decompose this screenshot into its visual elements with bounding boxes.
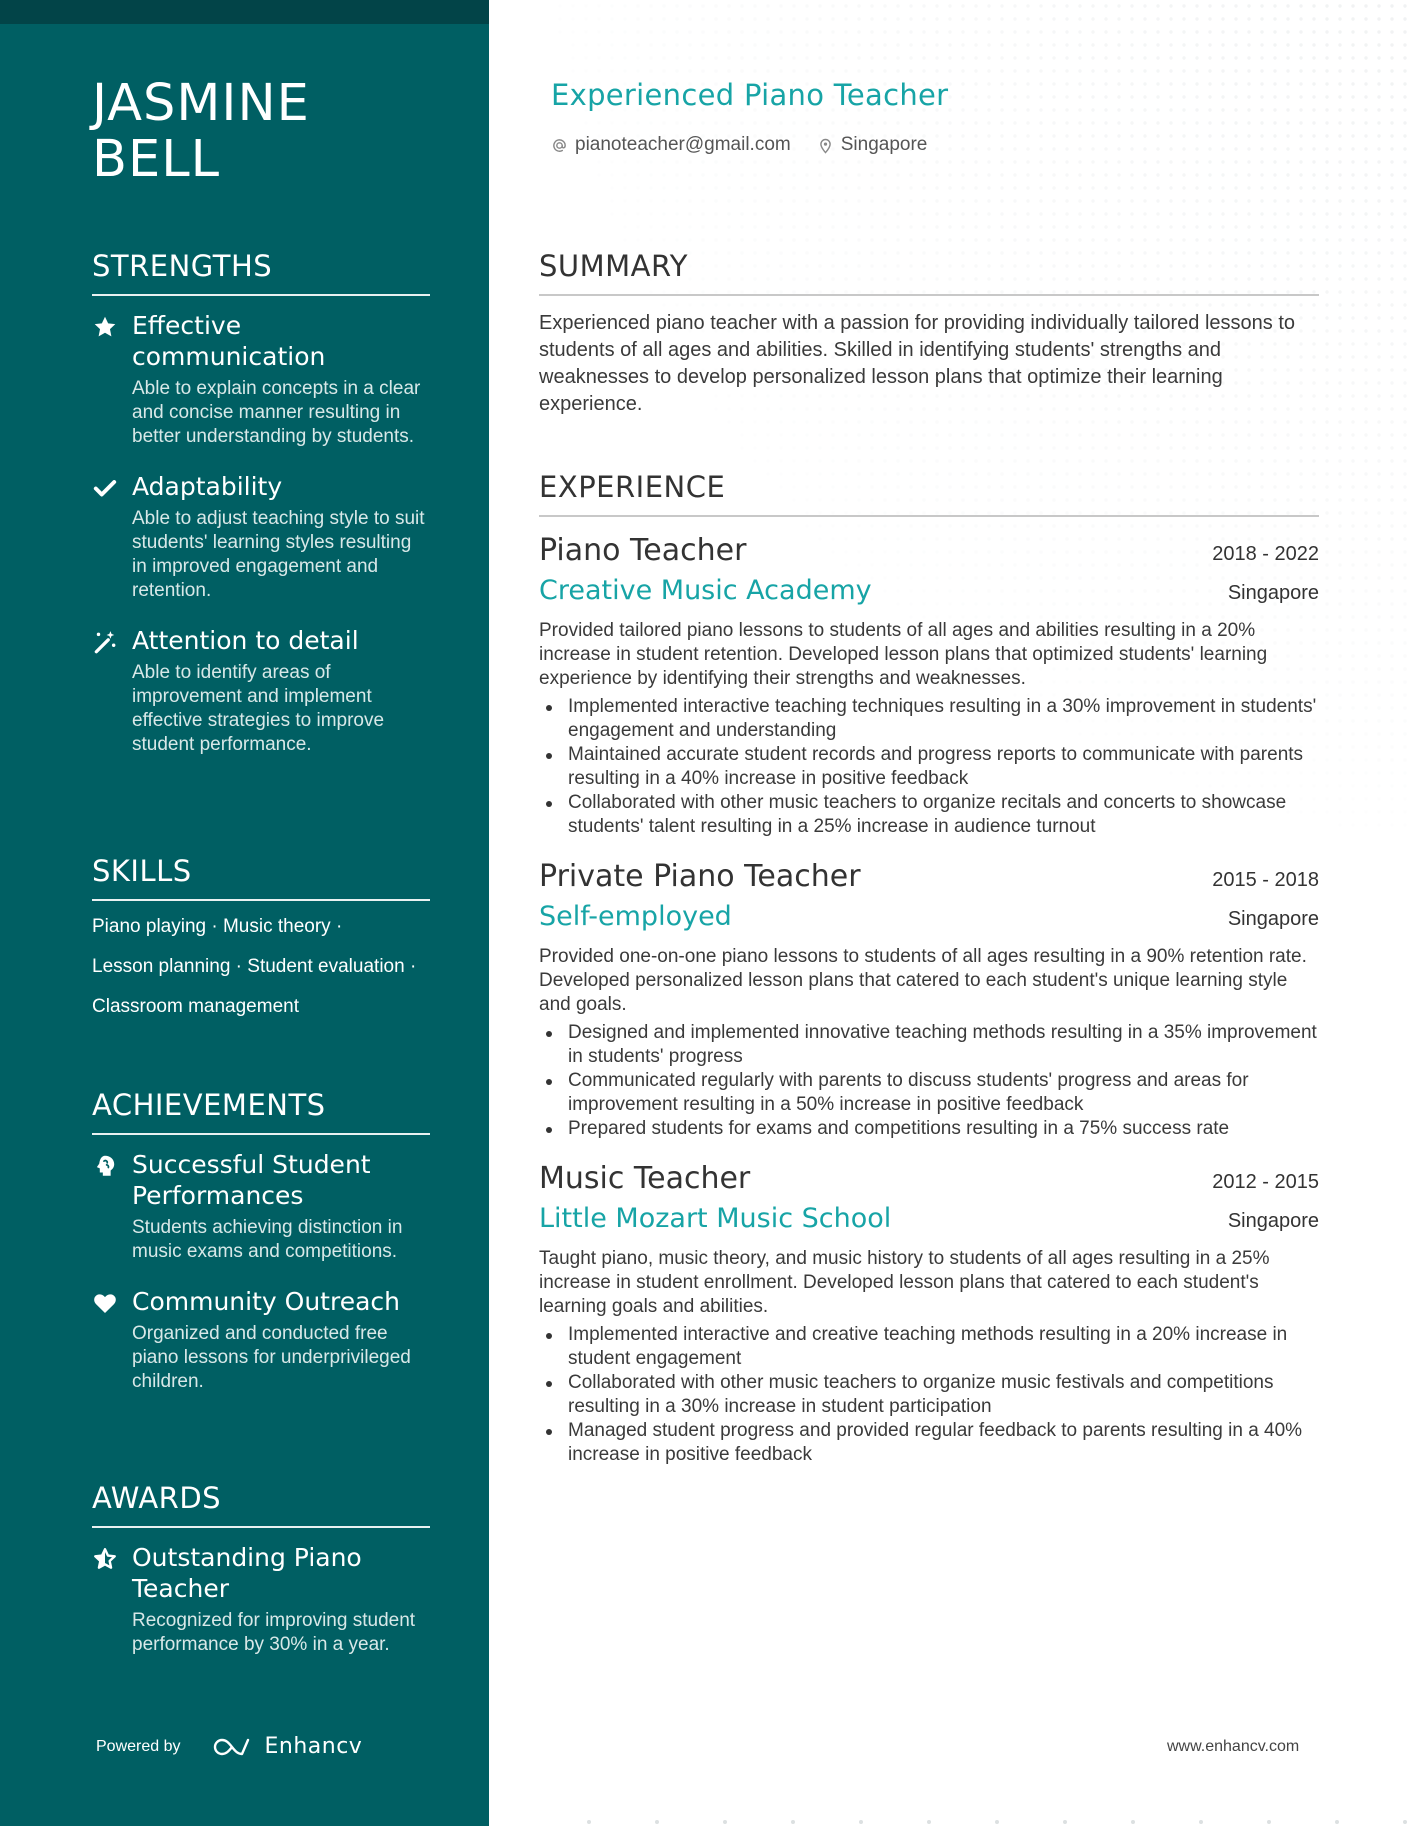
strengths-heading: STRENGTHS (92, 248, 430, 296)
award-title: Outstanding Piano Teacher (132, 1543, 362, 1603)
achievements-section (92, 1087, 430, 1416)
job-description: Provided tailored piano lessons to students of all ages and abilities resulting in a 20% increase in student retention. Developed lesson plans that optimized students' learning experience by identifying their strengths and weaknesses. (539, 620, 1268, 689)
strengths-section (92, 248, 430, 779)
awards-section (92, 1480, 430, 1679)
job-title: Music Teacher (539, 1161, 751, 1196)
achievement-item (92, 1286, 430, 1394)
powered-by-label: Powered by (96, 1737, 181, 1755)
job-dates: 2018 - 2022 (1212, 543, 1319, 565)
location-text: Singapore (840, 134, 928, 155)
job-location: Singapore (1227, 582, 1319, 604)
job-bullet: Prepared students for exams and competitions resulting in a 75% success rate (539, 1117, 1319, 1141)
candidate-name (92, 76, 452, 188)
job-location: Singapore (1227, 908, 1319, 930)
job-bullet: Collaborated with other music teachers to organize recitals and concerts to showcase students' talent resulting in a 25% increase in audience turnout (539, 791, 1319, 839)
headline: Experienced Piano Teacher (551, 78, 949, 112)
achievements-heading: ACHIEVEMENTS (92, 1087, 430, 1135)
job-company: Little Mozart Music School (539, 1203, 892, 1234)
heart-icon (92, 1290, 118, 1316)
job-company: Creative Music Academy (539, 575, 872, 606)
enhancv-infinity-icon (209, 1735, 255, 1759)
job-description: Provided one-on-one piano lessons to students of all ages resulting in a 90% retention rate. Developed personalized lesson plans that catered to each student's unique learning style and goals. (539, 946, 1307, 1015)
contact-email[interactable] (551, 134, 791, 156)
strength-item (92, 625, 430, 757)
achievement-desc: Students achieving distinction in music exams and competitions. (132, 1217, 403, 1262)
job-company: Self-employed (539, 901, 732, 932)
job-location: Singapore (1227, 1210, 1319, 1232)
strength-item (92, 471, 430, 603)
achievement-title: Community Outreach (132, 1287, 400, 1316)
magic-wand-icon (92, 629, 118, 655)
job-bullet: Implemented interactive and creative teaching methods resulting in a 20% increase in student engagement (539, 1323, 1319, 1371)
experience-section (539, 469, 1319, 1485)
summary-text: Experienced piano teacher with a passion for providing individually tailored lessons to students of all ages and abilities. Skilled in identifying students' strengths and weaknesses to develop personalized lesson plans that optimize their learning experience. (539, 312, 1295, 415)
first-name: JASMINE (92, 74, 310, 133)
brain-icon (92, 1153, 118, 1179)
job-dates: 2012 - 2015 (1212, 1171, 1319, 1193)
sidebar-top-bar (0, 0, 489, 24)
skills-section (92, 853, 430, 1035)
strength-item (92, 310, 430, 449)
star-outline-icon (92, 1546, 118, 1572)
star-icon (92, 314, 118, 340)
job-title: Piano Teacher (539, 533, 747, 568)
job-title: Private Piano Teacher (539, 859, 861, 894)
skill-line: Classroom management (92, 996, 299, 1017)
summary-heading: SUMMARY (539, 248, 1319, 296)
location-pin-icon (817, 137, 834, 154)
job-bullet: Managed student progress and provided regular feedback to parents resulting in a 40% increase in positive feedback (539, 1419, 1319, 1467)
strength-desc: Able to adjust teaching style to suit students' learning styles resulting in improved engagement and retention. (132, 508, 425, 601)
strength-title: Effective communication (132, 311, 326, 371)
checkmark-icon (92, 475, 118, 501)
job-entry (539, 531, 1319, 839)
enhancv-logo[interactable] (209, 1734, 363, 1759)
enhancv-brand: Enhancv (264, 1734, 363, 1759)
strength-desc: Able to identify areas of improvement and implement effective strategies to improve student performance. (132, 662, 385, 755)
achievement-item (92, 1149, 430, 1264)
at-sign-icon (551, 137, 568, 154)
awards-heading: AWARDS (92, 1480, 430, 1528)
achievement-title: Successful Student Performances (132, 1150, 371, 1210)
job-bullets (539, 1021, 1319, 1141)
job-bullet: Communicated regularly with parents to discuss students' progress and areas for improvement resulting in a 50% increase in positive feedback (539, 1069, 1319, 1117)
sidebar (0, 0, 489, 1826)
award-item (92, 1542, 430, 1657)
job-description: Taught piano, music theory, and music history to students of all ages resulting in a 25% increase in student enrollment. Developed lesson plans that catered to each student's learning goals and abilities. (539, 1248, 1270, 1317)
award-desc: Recognized for improving student performance by 30% in a year. (132, 1610, 416, 1655)
powered-by (96, 1734, 362, 1759)
job-bullet: Maintained accurate student records and progress reports to communicate with parents resulting in a 40% increase in positive feedback (539, 743, 1319, 791)
job-bullet: Designed and implemented innovative teaching methods resulting in a 35% improvement in students' progress (539, 1021, 1319, 1069)
achievement-desc: Organized and conducted free piano lessons for underprivileged children. (132, 1323, 411, 1392)
skill-line: Piano playing · Music theory · (92, 916, 343, 937)
summary-section (539, 248, 1319, 418)
job-entry (539, 1159, 1319, 1467)
skills-list (92, 915, 430, 1019)
experience-heading: EXPERIENCE (539, 469, 1319, 517)
contact-info (551, 134, 927, 156)
strength-title: Attention to detail (132, 626, 359, 655)
last-name: BELL (92, 130, 221, 189)
job-entry (539, 857, 1319, 1141)
strength-title: Adaptability (132, 472, 283, 501)
skill-line: Lesson planning · Student evaluation · (92, 956, 417, 977)
skills-heading: SKILLS (92, 853, 430, 901)
job-dates: 2015 - 2018 (1212, 869, 1319, 891)
email-text: pianoteacher@gmail.com (575, 134, 791, 155)
job-bullets (539, 695, 1319, 839)
contact-location (817, 134, 928, 156)
job-bullet: Implemented interactive teaching techniques resulting in a 30% improvement in students' engagement and understanding (539, 695, 1319, 743)
job-bullet: Collaborated with other music teachers to organize music festivals and competitions resulting in a 30% increase in student participation (539, 1371, 1319, 1419)
strength-desc: Able to explain concepts in a clear and concise manner resulting in better understanding by students. (132, 378, 421, 447)
job-bullets (539, 1323, 1319, 1467)
enhancv-website-link[interactable]: www.enhancv.com (1167, 1738, 1300, 1755)
